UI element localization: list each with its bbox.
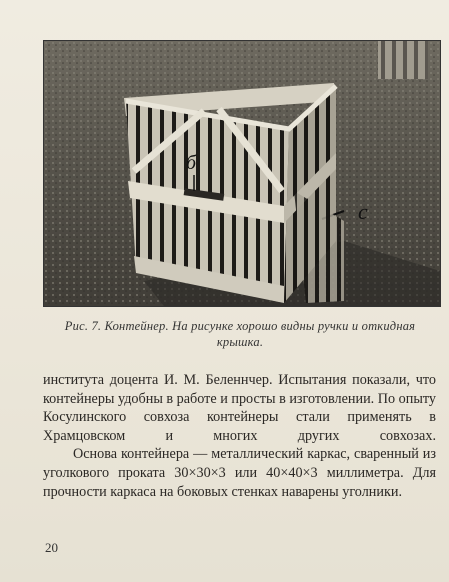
paragraph-2: Основа контейнера — металлический каркас, сваренный из уголкового проката 30×30×3 или 40×40×3 миллиметра. Для прочности каркаса на боковых стенках наварены уголники. xyxy=(43,446,436,500)
label-c: с xyxy=(358,199,368,224)
figure-caption xyxy=(40,318,440,350)
label-b: б xyxy=(186,152,197,174)
container-illustration xyxy=(44,41,440,306)
page-number: 20 xyxy=(45,540,58,555)
body-text xyxy=(43,371,436,501)
figure-number: Рис. 7. xyxy=(64,319,102,333)
container-photo xyxy=(43,40,441,307)
paragraph-1: института доцента И. М. Беленнчер. Испытания показали, что контейнеры удобны в работе и просты в изготовлении. По опыту Косулинского совхоза контейнеры стали применять в Храмцовском и многих других совхозах. xyxy=(43,372,436,444)
figure-caption-text: Контейнер. На рисунке хорошо видны ручки и откидная крышка. xyxy=(104,319,416,349)
